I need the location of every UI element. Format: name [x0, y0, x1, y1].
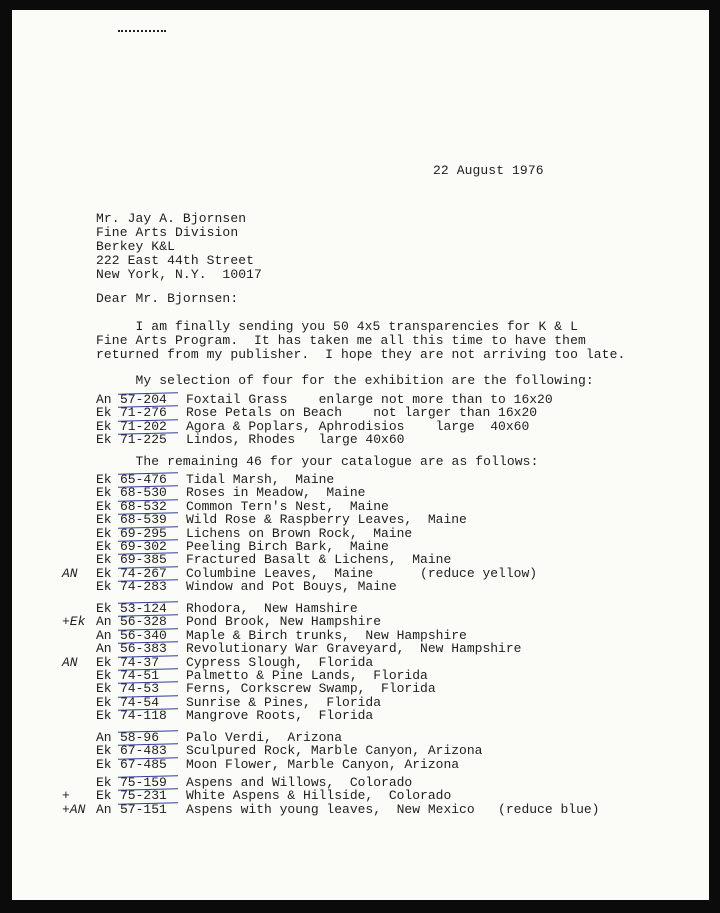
item-number: 75-159	[120, 775, 167, 790]
item-title: Palo Verdi, Arizona	[186, 730, 343, 745]
item-number: 74-53	[120, 681, 160, 697]
address-line-1: Mr. Jay A. Bjornsen	[96, 211, 247, 226]
item-title: Pond Brook, New Hampshire	[186, 614, 382, 630]
item-code: Ek	[96, 708, 112, 724]
item-code: Ek	[96, 512, 112, 528]
item-title: Peeling Birch Bark, Maine	[186, 539, 389, 554]
item-title: Palmetto & Pine Lands, Florida	[186, 668, 428, 683]
item-number: 68-532	[120, 498, 167, 514]
item-code: An	[96, 627, 112, 643]
item-title: Maple & Birch trunks, New Hampshire	[186, 627, 467, 643]
handwritten-mark: AN	[62, 565, 78, 581]
item-code: Ek	[96, 668, 112, 683]
item-code: Ek	[96, 601, 112, 616]
item-title: Roses in Meadow, Maine	[186, 485, 366, 501]
item-number: 53-124	[120, 601, 167, 616]
item-title: Sunrise & Pines, Florida	[186, 694, 382, 710]
item-number: 57-151	[120, 801, 167, 817]
item-title: Moon Flower, Marble Canyon, Arizona	[186, 756, 460, 772]
item-number: 65-476	[120, 472, 167, 487]
item-code: Ek	[96, 743, 112, 759]
item-code: Ek	[96, 525, 112, 541]
item-number: 71-276	[120, 405, 167, 421]
item-code: Ek	[96, 788, 112, 804]
address-line-5: New York, N.Y. 10017	[96, 267, 262, 282]
item-title: Lichens on Brown Rock, Maine	[186, 525, 413, 541]
item-title: Columbine Leaves, Maine (reduce yellow)	[186, 565, 538, 581]
remaining-heading: The remaining 46 for your catalogue are as follows:	[96, 454, 539, 469]
item-number: 74-51	[120, 668, 160, 683]
item-code: Ek	[96, 405, 112, 421]
handwritten-mark: +Ek	[62, 614, 86, 630]
selection-heading: My selection of four for the exhibition are the following:	[96, 373, 594, 388]
address-line-3: Berkey K&L	[96, 239, 176, 254]
item-code: Ek	[96, 552, 112, 568]
top-punch-mark	[118, 30, 166, 34]
item-title: Mangrove Roots, Florida	[186, 708, 374, 724]
item-title: Aspens and Willows, Colorado	[186, 775, 413, 790]
item-code: An	[96, 730, 112, 745]
handwritten-mark: AN	[62, 654, 78, 670]
item-code: Ek	[96, 756, 112, 772]
address-line-4: 222 East 44th Street	[96, 253, 255, 268]
item-title: Ferns, Corkscrew Swamp, Florida	[186, 681, 436, 697]
item-number: 68-539	[120, 512, 167, 528]
item-title: Rhodora, New Hamshire	[186, 601, 358, 616]
item-title: Foxtail Grass enlarge not more than to 16x20	[186, 392, 553, 407]
item-title: White Aspens & Hillside, Colorado	[186, 788, 452, 804]
item-code: Ek	[96, 485, 112, 501]
item-number: 74-267	[120, 565, 167, 581]
item-number: 75-231	[120, 788, 167, 804]
item-number: 74-118	[120, 708, 167, 724]
item-number: 74-283	[120, 579, 167, 595]
handwritten-mark: +AN	[62, 801, 86, 817]
item-code: Ek	[96, 579, 112, 595]
item-code: Ek	[96, 472, 112, 487]
item-code: Ek	[96, 681, 112, 697]
item-code: Ek	[96, 565, 112, 581]
item-code: Ek	[96, 498, 112, 514]
item-code: An	[96, 614, 112, 630]
letter-date: 22 August 1976	[433, 163, 544, 178]
item-title: Sculpured Rock, Marble Canyon, Arizona	[186, 743, 483, 759]
item-title: Fractured Basalt & Lichens, Maine	[186, 552, 452, 568]
item-code: Ek	[96, 654, 112, 670]
item-number: 71-202	[120, 418, 167, 434]
body-line-2: Fine Arts Program. It has taken me all this time to have them	[96, 333, 586, 348]
item-number: 67-485	[120, 756, 167, 772]
item-title: Rose Petals on Beach not larger than 16x20	[186, 405, 538, 421]
item-title: Revolutionary War Graveyard, New Hampshire	[186, 641, 522, 657]
item-title: Cypress Slough, Florida	[186, 654, 374, 670]
item-code: Ek	[96, 694, 112, 710]
item-title: Agora & Poplars, Aphrodisios large 40x60	[186, 418, 530, 434]
handwritten-mark: +	[62, 788, 70, 804]
item-code: Ek	[96, 432, 112, 448]
item-number: 69-302	[120, 539, 167, 554]
item-number: 58-96	[120, 730, 160, 745]
item-code: An	[96, 641, 112, 657]
item-number: 74-37	[120, 654, 160, 670]
item-title: Lindos, Rhodes large 40x60	[186, 432, 405, 448]
item-number: 57-204	[120, 392, 167, 407]
item-number: 69-385	[120, 552, 167, 568]
item-number: 56-328	[120, 614, 167, 630]
item-title: Aspens with young leaves, New Mexico (reduce blue)	[186, 801, 600, 817]
body-line-1: I am finally sending you 50 4x5 transparencies for K & L	[96, 319, 578, 334]
address-line-2: Fine Arts Division	[96, 225, 239, 240]
item-number: 68-530	[120, 485, 167, 501]
body-line-3: returned from my publisher. I hope they are not arriving too late.	[96, 347, 626, 362]
item-number: 67-483	[120, 743, 167, 759]
item-code: Ek	[96, 418, 112, 434]
item-number: 56-383	[120, 641, 167, 657]
item-title: Wild Rose & Raspberry Leaves, Maine	[186, 512, 467, 528]
item-code: Ek	[96, 775, 112, 790]
item-number: 69-295	[120, 525, 167, 541]
item-code: An	[96, 801, 112, 817]
item-code: Ek	[96, 539, 112, 554]
salutation: Dear Mr. Bjornsen:	[96, 291, 239, 306]
item-number: 71-225	[120, 432, 167, 448]
item-number: 56-340	[120, 627, 167, 643]
item-title: Common Tern's Nest, Maine	[186, 498, 389, 514]
item-code: An	[96, 392, 112, 407]
item-title: Tidal Marsh, Maine	[186, 472, 335, 487]
item-number: 74-54	[120, 694, 160, 710]
item-title: Window and Pot Bouys, Maine	[186, 579, 397, 595]
